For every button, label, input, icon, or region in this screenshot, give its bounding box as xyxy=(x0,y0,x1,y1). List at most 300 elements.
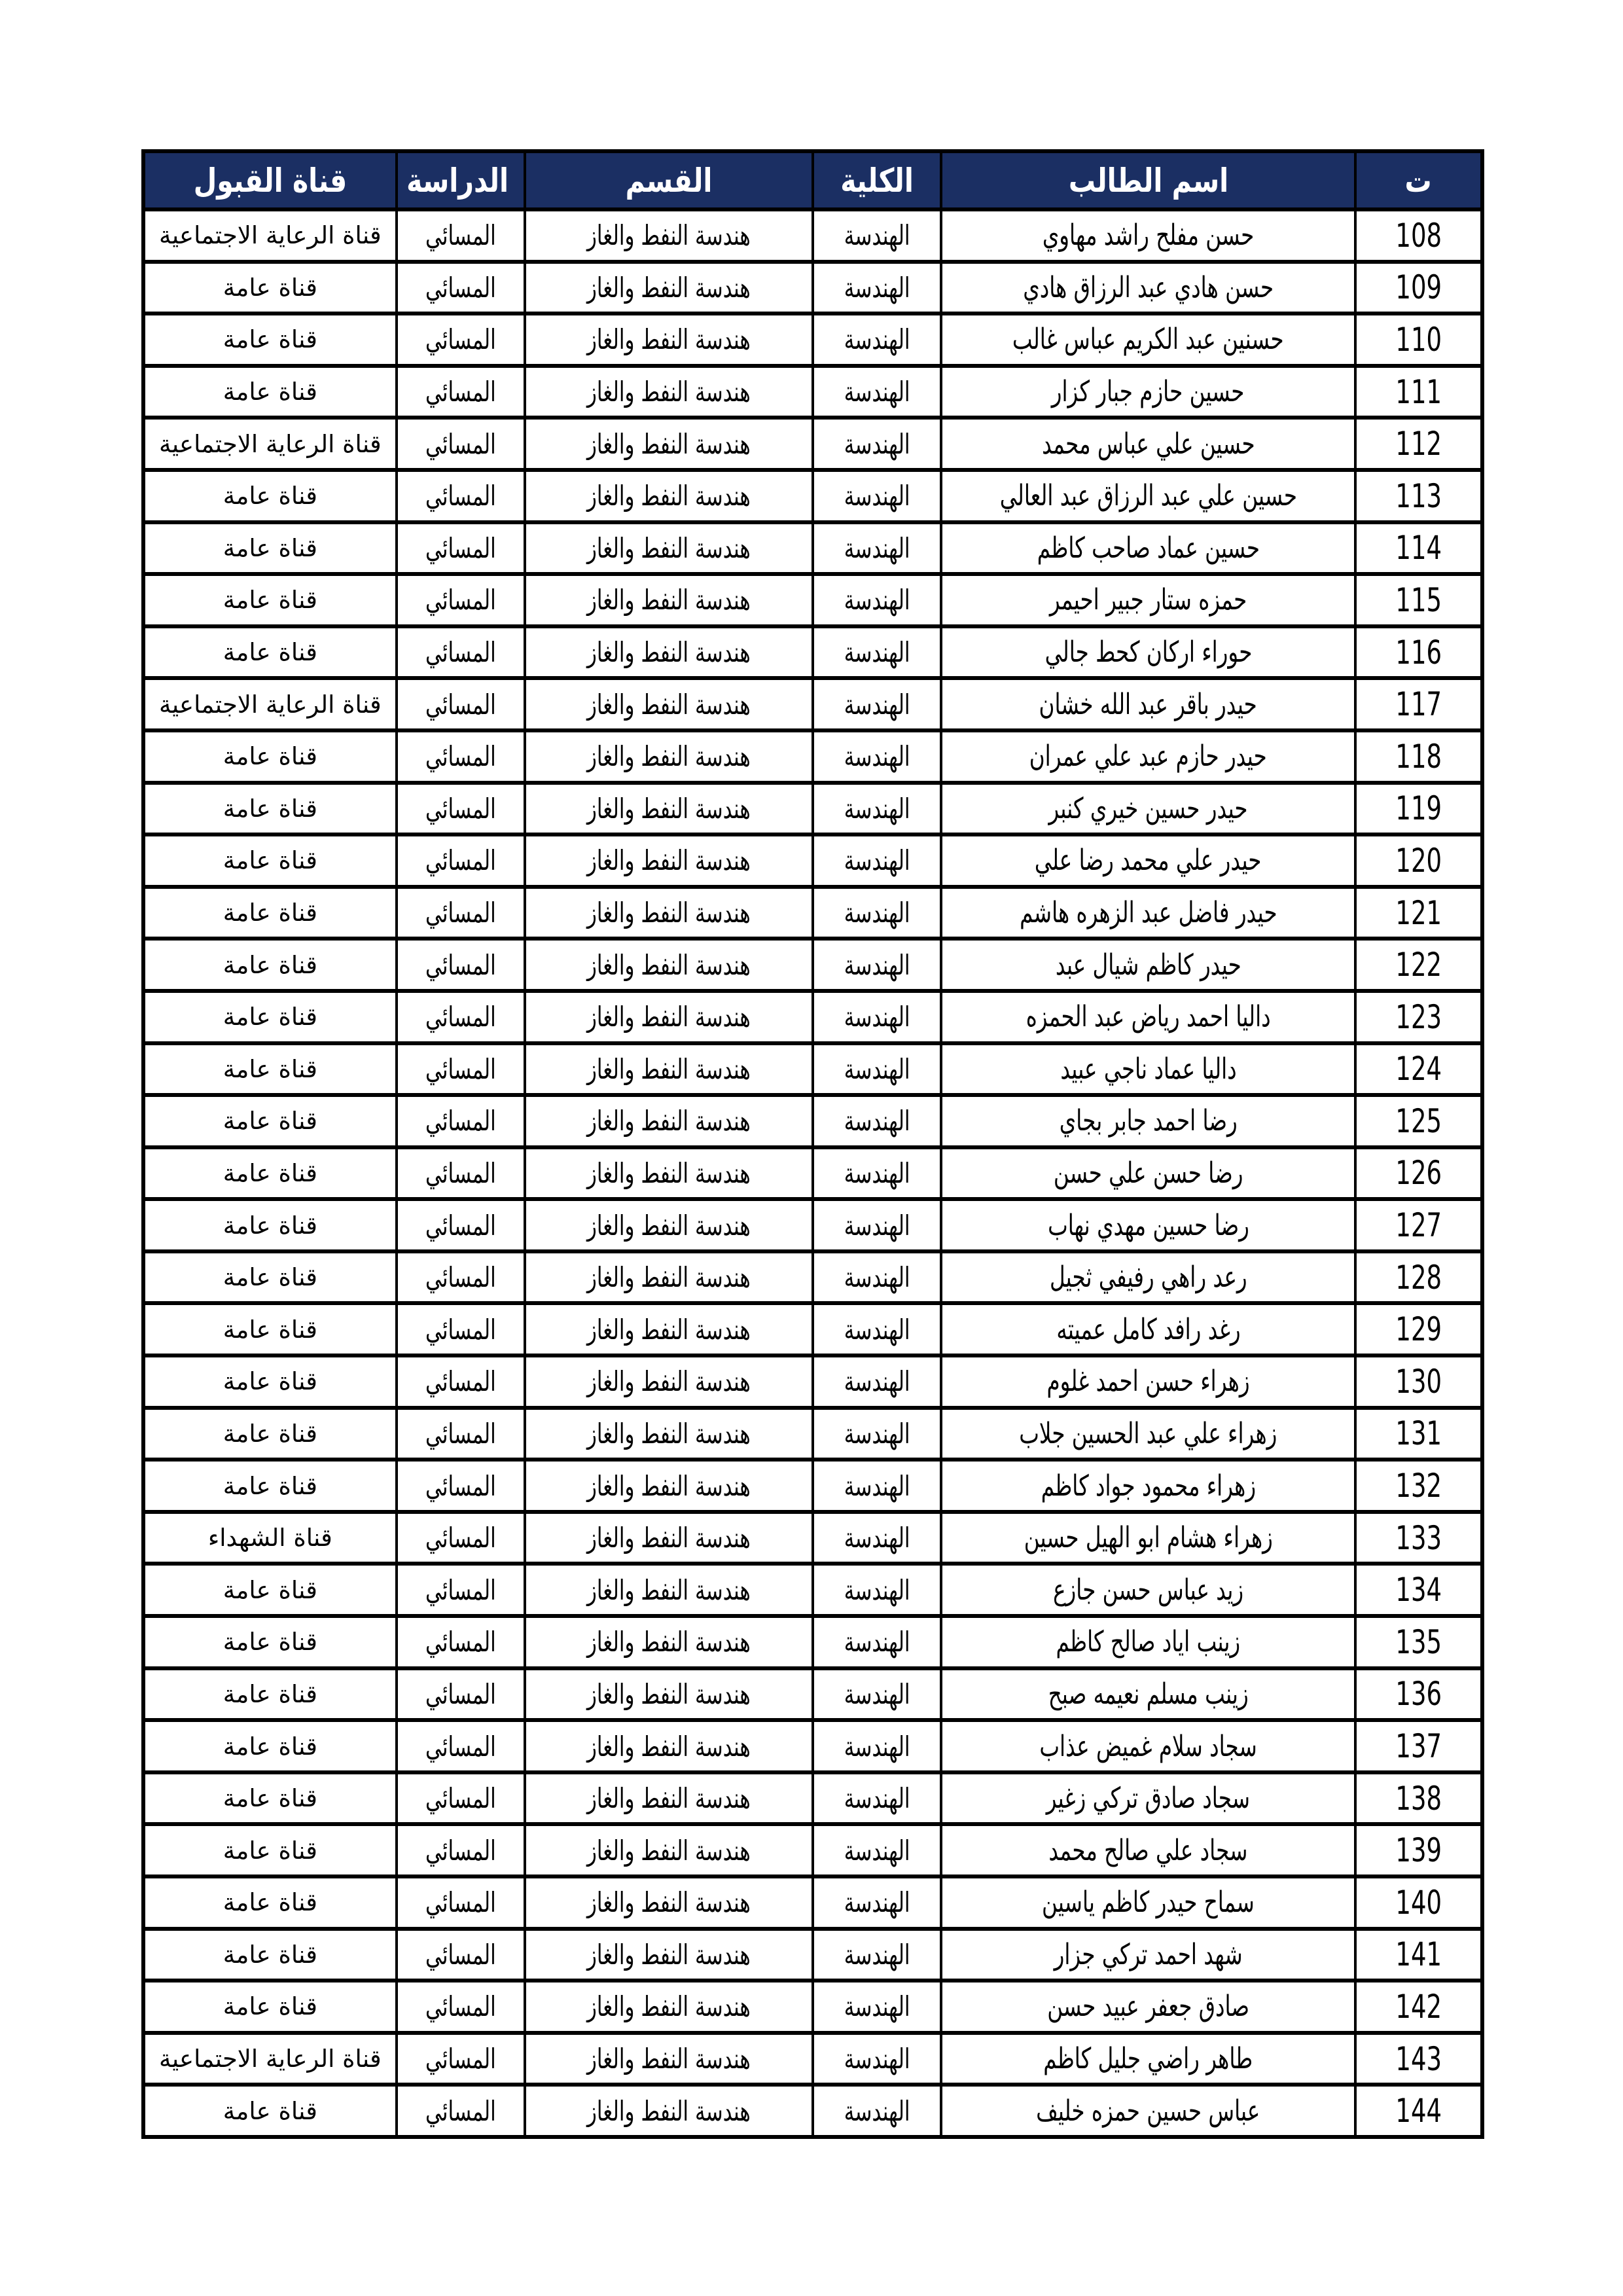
department-value: هندسة النفط والغاز xyxy=(587,271,751,304)
index-value: 122 xyxy=(1395,946,1442,984)
cell-index xyxy=(1355,1512,1482,1564)
cell-admission-channel xyxy=(143,2085,397,2137)
cell-college xyxy=(813,1095,941,1147)
cell-index xyxy=(1355,1303,1482,1355)
cell-admission-channel xyxy=(143,1929,397,1981)
study-value: المسائي xyxy=(425,219,496,252)
table-row xyxy=(143,1720,1482,1772)
index-value: 131 xyxy=(1395,1414,1442,1453)
cell-study xyxy=(397,1929,525,1981)
cell-study xyxy=(397,262,525,314)
table-row xyxy=(143,366,1482,418)
study-value: المسائي xyxy=(425,1261,496,1294)
header-row xyxy=(143,151,1482,209)
college-value: الهندسة xyxy=(844,584,910,617)
student-name-value: حسين عماد صاحب كاظم xyxy=(1037,531,1260,565)
college-value: الهندسة xyxy=(844,1782,910,1815)
cell-department xyxy=(525,2033,813,2085)
cell-college xyxy=(813,2085,941,2137)
cell-student-name xyxy=(941,626,1355,679)
cell-study xyxy=(397,1616,525,1668)
cell-index xyxy=(1355,1824,1482,1876)
admission-channel-value: قناة عامة xyxy=(223,1940,317,1969)
cell-index xyxy=(1355,366,1482,418)
college-value: الهندسة xyxy=(844,427,910,460)
study-value: المسائي xyxy=(425,531,496,564)
cell-admission-channel xyxy=(143,418,397,470)
table-row xyxy=(143,1616,1482,1668)
cell-college xyxy=(813,209,941,262)
cell-college xyxy=(813,1303,941,1355)
cell-index xyxy=(1355,1147,1482,1200)
cell-department xyxy=(525,1512,813,1564)
cell-study xyxy=(397,939,525,991)
cell-student-name xyxy=(941,834,1355,887)
college-value: الهندسة xyxy=(844,531,910,564)
department-value: هندسة النفط والغاز xyxy=(587,1417,751,1450)
index-value: 126 xyxy=(1395,1154,1442,1193)
cell-admission-channel xyxy=(143,1251,397,1304)
cell-college xyxy=(813,1824,941,1876)
college-value: الهندسة xyxy=(844,1417,910,1450)
cell-study xyxy=(397,1355,525,1408)
cell-college xyxy=(813,834,941,887)
cell-college xyxy=(813,418,941,470)
table-row xyxy=(143,626,1482,679)
study-value: المسائي xyxy=(425,636,496,669)
cell-study xyxy=(397,1251,525,1304)
cell-student-name xyxy=(941,783,1355,835)
cell-admission-channel xyxy=(143,470,397,522)
college-value: الهندسة xyxy=(844,1730,910,1763)
cell-index xyxy=(1355,574,1482,626)
cell-admission-channel xyxy=(143,1095,397,1147)
department-value: هندسة النفط والغاز xyxy=(587,1730,751,1763)
admission-channel-value: قناة الشهداء xyxy=(207,1524,332,1552)
cell-student-name xyxy=(941,887,1355,939)
cell-index xyxy=(1355,209,1482,262)
cell-study xyxy=(397,1408,525,1460)
table-row xyxy=(143,678,1482,730)
admission-channel-value: قناة عامة xyxy=(223,533,317,562)
index-value: 135 xyxy=(1395,1623,1442,1661)
cell-student-name xyxy=(941,991,1355,1043)
table-row xyxy=(143,1408,1482,1460)
table-row xyxy=(143,1564,1482,1616)
table-row xyxy=(143,1043,1482,1096)
cell-admission-channel xyxy=(143,1460,397,1512)
cell-department xyxy=(525,1876,813,1929)
index-value: 114 xyxy=(1395,529,1442,567)
cell-study xyxy=(397,1095,525,1147)
cell-department xyxy=(525,522,813,575)
cell-study xyxy=(397,1876,525,1929)
cell-student-name xyxy=(941,1824,1355,1876)
department-value: هندسة النفط والغاز xyxy=(587,1469,751,1502)
department-value: هندسة النفط والغاز xyxy=(587,1261,751,1294)
college-value: الهندسة xyxy=(844,2043,910,2075)
cell-department xyxy=(525,991,813,1043)
study-value: المسائي xyxy=(425,1573,496,1606)
student-name-value: حوراء اركان كحط جالي xyxy=(1044,636,1252,670)
study-value: المسائي xyxy=(425,792,496,825)
college-value: الهندسة xyxy=(844,740,910,773)
student-name-value: حسين علي عبد الرزاق عبد العالي xyxy=(999,479,1297,513)
table-row xyxy=(143,1355,1482,1408)
cell-college xyxy=(813,1408,941,1460)
college-value: الهندسة xyxy=(844,1105,910,1138)
department-value: هندسة النفط والغاز xyxy=(587,1782,751,1815)
column-header-student-name-label: اسم الطالب xyxy=(1068,161,1228,200)
cell-admission-channel xyxy=(143,209,397,262)
cell-study xyxy=(397,783,525,835)
cell-department xyxy=(525,1824,813,1876)
student-name-value: زينب اياد صالح كاظم xyxy=(1056,1625,1241,1659)
college-value: الهندسة xyxy=(844,1626,910,1659)
table-row xyxy=(143,574,1482,626)
cell-department xyxy=(525,1199,813,1251)
cell-admission-channel xyxy=(143,783,397,835)
admission-channel-value: قناة عامة xyxy=(223,1784,317,1813)
admission-channel-value: قناة عامة xyxy=(223,794,317,823)
cell-college xyxy=(813,991,941,1043)
cell-admission-channel xyxy=(143,1355,397,1408)
college-value: الهندسة xyxy=(844,844,910,877)
cell-student-name xyxy=(941,1095,1355,1147)
student-name-value: حمزه ستار جبير احيمر xyxy=(1049,583,1247,617)
admission-channel-value: قناة عامة xyxy=(223,1158,317,1187)
column-header-college-label: الكلية xyxy=(840,161,914,200)
admission-channel-value: قناة عامة xyxy=(223,1628,317,1657)
cell-department xyxy=(525,939,813,991)
cell-study xyxy=(397,678,525,730)
admission-channel-value: قناة عامة xyxy=(223,1888,317,1917)
cell-study xyxy=(397,1043,525,1096)
index-value: 128 xyxy=(1395,1258,1442,1297)
study-value: المسائي xyxy=(425,1522,496,1554)
cell-college xyxy=(813,1564,941,1616)
student-name-value: سماح حيدر كاظم ياسين xyxy=(1042,1886,1255,1920)
admission-channel-value: قناة عامة xyxy=(223,378,317,406)
index-value: 144 xyxy=(1395,2092,1442,2130)
student-name-value: حسن هادي عبد الرزاق هادي xyxy=(1023,270,1274,304)
cell-index xyxy=(1355,1720,1482,1772)
student-name-value: حسين حازم جبار كزار xyxy=(1052,375,1245,409)
cell-admission-channel xyxy=(143,887,397,939)
index-value: 129 xyxy=(1395,1310,1442,1349)
table-row xyxy=(143,522,1482,575)
table-row xyxy=(143,1772,1482,1825)
study-value: المسائي xyxy=(425,897,496,929)
cell-study xyxy=(397,730,525,783)
admission-channel-value: قناة عامة xyxy=(223,1003,317,1031)
cell-index xyxy=(1355,1251,1482,1304)
cell-index xyxy=(1355,2085,1482,2137)
cell-index xyxy=(1355,1981,1482,2033)
college-value: الهندسة xyxy=(844,948,910,981)
cell-college xyxy=(813,730,941,783)
admission-channel-value: قناة عامة xyxy=(223,1575,317,1604)
cell-student-name xyxy=(941,1668,1355,1721)
index-value: 120 xyxy=(1395,841,1442,880)
college-value: الهندسة xyxy=(844,688,910,721)
cell-admission-channel xyxy=(143,1720,397,1772)
cell-index xyxy=(1355,314,1482,366)
cell-index xyxy=(1355,991,1482,1043)
cell-department xyxy=(525,209,813,262)
index-value: 138 xyxy=(1395,1779,1442,1818)
study-value: المسائي xyxy=(425,1626,496,1659)
table-row xyxy=(143,991,1482,1043)
index-value: 139 xyxy=(1395,1831,1442,1870)
study-value: المسائي xyxy=(425,323,496,356)
cell-study xyxy=(397,887,525,939)
admission-channel-value: قناة عامة xyxy=(223,846,317,875)
cell-index xyxy=(1355,783,1482,835)
study-value: المسائي xyxy=(425,1886,496,1919)
college-value: الهندسة xyxy=(844,636,910,669)
cell-student-name xyxy=(941,1720,1355,1772)
college-value: الهندسة xyxy=(844,1157,910,1189)
column-header-index xyxy=(1355,151,1482,209)
cell-department xyxy=(525,1408,813,1460)
cell-student-name xyxy=(941,262,1355,314)
cell-study xyxy=(397,1512,525,1564)
student-name-value: حسن مفلح راشد مهاوي xyxy=(1042,219,1255,253)
index-value: 124 xyxy=(1395,1050,1442,1088)
cell-department xyxy=(525,314,813,366)
table-row xyxy=(143,1303,1482,1355)
cell-index xyxy=(1355,1199,1482,1251)
study-value: المسائي xyxy=(425,1730,496,1763)
cell-student-name xyxy=(941,470,1355,522)
admission-channel-value: قناة عامة xyxy=(223,482,317,511)
department-value: هندسة النفط والغاز xyxy=(587,584,751,617)
cell-study xyxy=(397,2033,525,2085)
cell-index xyxy=(1355,1408,1482,1460)
table-row xyxy=(143,1251,1482,1304)
index-value: 127 xyxy=(1395,1206,1442,1245)
admission-channel-value: قناة الرعاية الاجتماعية xyxy=(159,429,382,458)
cell-admission-channel xyxy=(143,1564,397,1616)
student-name-value: سجاد علي صالح محمد xyxy=(1048,1833,1248,1867)
study-value: المسائي xyxy=(425,427,496,460)
college-value: الهندسة xyxy=(844,1990,910,2023)
admission-channel-value: قناة عامة xyxy=(223,1315,317,1344)
department-value: هندسة النفط والغاز xyxy=(587,1677,751,1710)
cell-college xyxy=(813,1876,941,1929)
department-value: هندسة النفط والغاز xyxy=(587,1573,751,1606)
index-value: 132 xyxy=(1395,1467,1442,1505)
college-value: الهندسة xyxy=(844,2094,910,2127)
admission-channel-value: قناة عامة xyxy=(223,1836,317,1865)
student-name-value: داليا عماد ناجي عبيد xyxy=(1060,1052,1237,1086)
admission-channel-value: قناة عامة xyxy=(223,1367,317,1396)
cell-student-name xyxy=(941,1303,1355,1355)
department-value: هندسة النفط والغاز xyxy=(587,376,751,408)
column-header-college xyxy=(813,151,941,209)
cell-college xyxy=(813,887,941,939)
cell-student-name xyxy=(941,1408,1355,1460)
admission-channel-value: قناة عامة xyxy=(223,325,317,354)
cell-index xyxy=(1355,262,1482,314)
cell-study xyxy=(397,1460,525,1512)
index-value: 121 xyxy=(1395,893,1442,932)
cell-study xyxy=(397,834,525,887)
student-name-value: طاهر راضي جليل كاظم xyxy=(1043,2042,1253,2076)
cell-college xyxy=(813,1720,941,1772)
cell-index xyxy=(1355,678,1482,730)
cell-study xyxy=(397,1564,525,1616)
cell-index xyxy=(1355,887,1482,939)
cell-index xyxy=(1355,522,1482,575)
index-value: 141 xyxy=(1395,1935,1442,1974)
admission-channel-value: قناة عامة xyxy=(223,1211,317,1240)
student-name-value: حيدر علي محمد رضا علي xyxy=(1035,844,1262,878)
student-name-value: زهراء محمود جواد كاظم xyxy=(1041,1469,1256,1503)
study-value: المسائي xyxy=(425,1209,496,1242)
table-row xyxy=(143,1199,1482,1251)
cell-department xyxy=(525,1981,813,2033)
cell-study xyxy=(397,2085,525,2137)
cell-admission-channel xyxy=(143,1772,397,1825)
college-value: الهندسة xyxy=(844,323,910,356)
admission-channel-value: قناة عامة xyxy=(223,1263,317,1292)
cell-college xyxy=(813,783,941,835)
study-value: المسائي xyxy=(425,2043,496,2075)
cell-admission-channel xyxy=(143,834,397,887)
admission-channel-value: قناة عامة xyxy=(223,1732,317,1761)
study-value: المسائي xyxy=(425,584,496,617)
cell-index xyxy=(1355,1772,1482,1825)
index-value: 117 xyxy=(1395,685,1442,724)
college-value: الهندسة xyxy=(844,1522,910,1554)
student-name-value: حسين علي عباس محمد xyxy=(1041,427,1255,461)
cell-admission-channel xyxy=(143,678,397,730)
admission-channel-value: قناة عامة xyxy=(223,1679,317,1708)
cell-college xyxy=(813,1512,941,1564)
cell-admission-channel xyxy=(143,626,397,679)
index-value: 134 xyxy=(1395,1571,1442,1609)
index-value: 109 xyxy=(1395,268,1442,307)
index-value: 123 xyxy=(1395,997,1442,1036)
cell-index xyxy=(1355,1460,1482,1512)
cell-study xyxy=(397,1147,525,1200)
department-value: هندسة النفط والغاز xyxy=(587,323,751,356)
cell-admission-channel xyxy=(143,1199,397,1251)
cell-college xyxy=(813,1251,941,1304)
table-row xyxy=(143,470,1482,522)
student-name-value: سجاد صادق تركي زغير xyxy=(1046,1782,1251,1816)
college-value: الهندسة xyxy=(844,1573,910,1606)
study-value: المسائي xyxy=(425,1157,496,1189)
cell-index xyxy=(1355,2033,1482,2085)
cell-department xyxy=(525,574,813,626)
college-value: الهندسة xyxy=(844,792,910,825)
cell-index xyxy=(1355,1095,1482,1147)
index-value: 116 xyxy=(1395,633,1442,672)
college-value: الهندسة xyxy=(844,1209,910,1242)
cell-department xyxy=(525,1668,813,1721)
index-value: 140 xyxy=(1395,1883,1442,1922)
cell-study xyxy=(397,1668,525,1721)
cell-college xyxy=(813,1668,941,1721)
department-value: هندسة النفط والغاز xyxy=(587,1522,751,1554)
cell-department xyxy=(525,418,813,470)
cell-college xyxy=(813,939,941,991)
cell-index xyxy=(1355,1616,1482,1668)
cell-index xyxy=(1355,730,1482,783)
cell-college xyxy=(813,626,941,679)
cell-admission-channel xyxy=(143,991,397,1043)
cell-student-name xyxy=(941,1147,1355,1200)
index-value: 142 xyxy=(1395,1987,1442,2026)
cell-department xyxy=(525,1095,813,1147)
study-value: المسائي xyxy=(425,1938,496,1971)
cell-department xyxy=(525,1251,813,1304)
study-value: المسائي xyxy=(425,1990,496,2023)
department-value: هندسة النفط والغاز xyxy=(587,1834,751,1867)
cell-student-name xyxy=(941,1043,1355,1096)
student-name-value: عباس حسين حمزه خليف xyxy=(1036,2094,1260,2128)
cell-admission-channel xyxy=(143,366,397,418)
student-name-value: حيدر باقر عبد الله خشان xyxy=(1039,687,1258,721)
cell-admission-channel xyxy=(143,1981,397,2033)
college-value: الهندسة xyxy=(844,1469,910,1502)
study-value: المسائي xyxy=(425,271,496,304)
index-value: 110 xyxy=(1395,320,1442,359)
student-name-value: داليا احمد رياض عبد الحمزه xyxy=(1026,1000,1271,1034)
cell-student-name xyxy=(941,1876,1355,1929)
student-name-value: حيدر فاضل عبد الزهره هاشم xyxy=(1019,896,1277,930)
student-name-value: زينب مسلم نعيمه صبح xyxy=(1048,1677,1249,1711)
table-row xyxy=(143,1876,1482,1929)
table-row xyxy=(143,1512,1482,1564)
department-value: هندسة النفط والغاز xyxy=(587,427,751,460)
cell-study xyxy=(397,1303,525,1355)
cell-student-name xyxy=(941,522,1355,575)
college-value: الهندسة xyxy=(844,1886,910,1919)
department-value: هندسة النفط والغاز xyxy=(587,792,751,825)
study-value: المسائي xyxy=(425,844,496,877)
department-value: هندسة النفط والغاز xyxy=(587,1886,751,1919)
cell-study xyxy=(397,1981,525,2033)
index-value: 119 xyxy=(1395,789,1442,828)
cell-department xyxy=(525,1043,813,1096)
cell-student-name xyxy=(941,366,1355,418)
study-value: المسائي xyxy=(425,1105,496,1138)
column-header-index-label: ت xyxy=(1404,161,1432,200)
cell-college xyxy=(813,262,941,314)
cell-student-name xyxy=(941,2085,1355,2137)
student-name-value: زهراء علي عبد الحسين جلاب xyxy=(1019,1416,1277,1450)
column-header-student-name xyxy=(941,151,1355,209)
table-row xyxy=(143,209,1482,262)
department-value: هندسة النفط والغاز xyxy=(587,2094,751,2127)
department-value: هندسة النفط والغاز xyxy=(587,531,751,564)
study-value: المسائي xyxy=(425,1469,496,1502)
cell-department xyxy=(525,887,813,939)
cell-college xyxy=(813,470,941,522)
cell-index xyxy=(1355,1355,1482,1408)
admission-channel-value: قناة عامة xyxy=(223,1992,317,2021)
table-row xyxy=(143,783,1482,835)
cell-department xyxy=(525,730,813,783)
cell-study xyxy=(397,209,525,262)
column-header-admission-channel-label: قناة القبول xyxy=(193,161,348,200)
cell-college xyxy=(813,1043,941,1096)
cell-admission-channel xyxy=(143,2033,397,2085)
